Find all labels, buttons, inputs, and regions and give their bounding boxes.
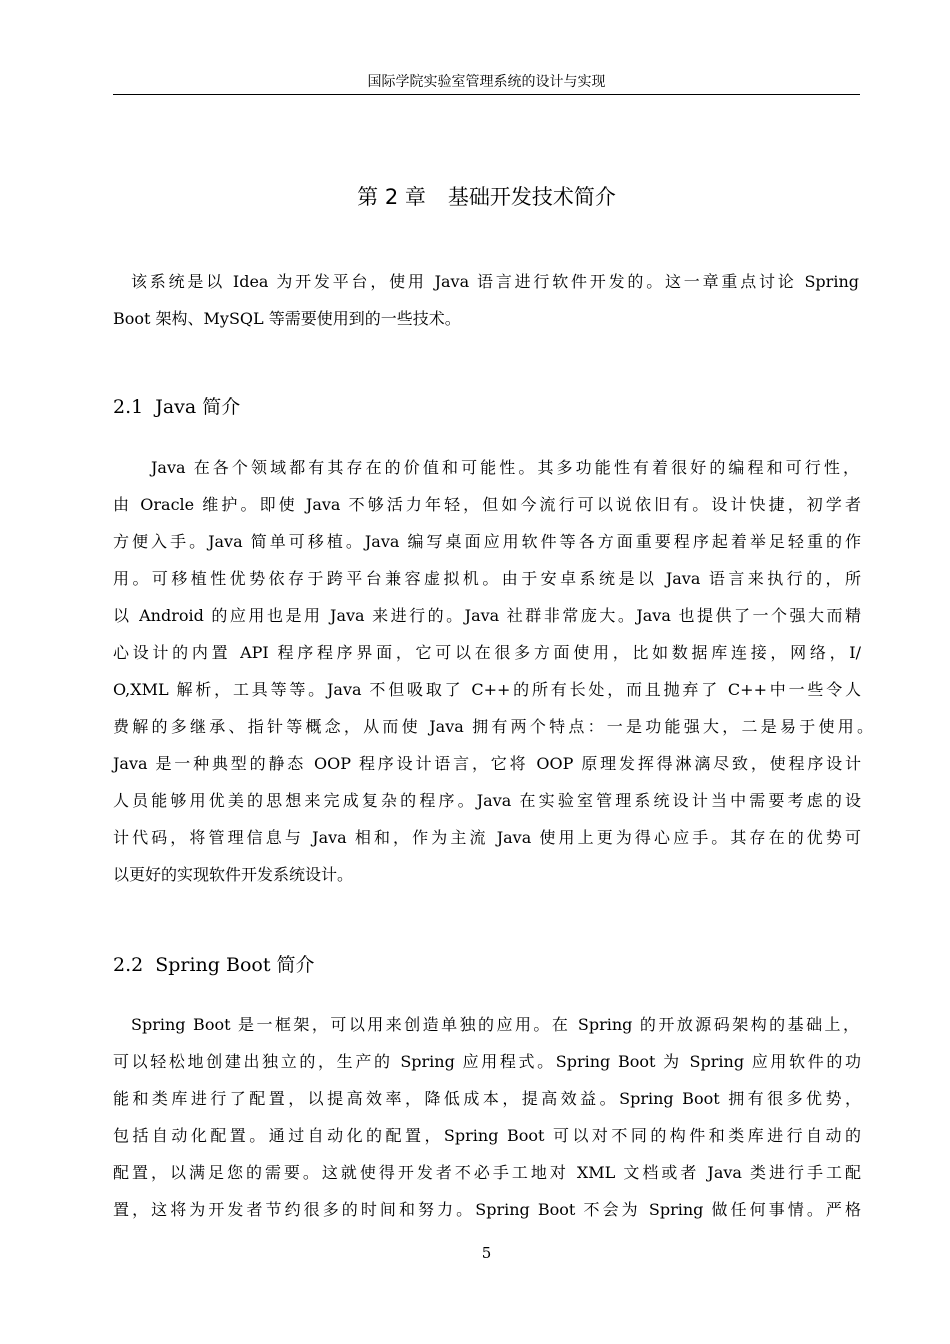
- java-line: 方便入手。Java 简单可移植。Java 编写桌面应用软件等各方面重要程序起着举足轻重的作: [113, 532, 861, 551]
- java-line: Java 是一种典型的静态 OOP 程序设计语言，它将 OOP 原理发挥得淋漓尽致，使程序设计: [113, 754, 861, 773]
- java-paragraph-first: [151, 449, 859, 486]
- intro-paragraph-cont: [113, 300, 861, 337]
- java-line: Java 在各个领域都有其存在的价值和可能性。其多功能性有着很好的编程和可行性，: [151, 458, 859, 477]
- java-line: 人员能够用优美的思想来完成复杂的程序。Java 在实验室管理系统设计当中需要考虑的设: [113, 791, 861, 810]
- java-line: 以 Android 的应用也是用 Java 来进行的。Java 社群非常庞大。Java 也提供了一个强大而精: [113, 606, 861, 625]
- java-line: 心设计的内置 API 程序程序界面，它可以在很多方面使用，比如数据库连接，网络，I/: [113, 643, 861, 662]
- java-paragraph: [113, 486, 873, 893]
- spring-line: Spring Boot 是一框架，可以用来创造单独的应用。在 Spring 的开放源码架构的基础上，: [131, 1015, 859, 1034]
- java-line: 由 Oracle 维护。即使 Java 不够活力年轻，但如今流行可以说依旧有。设计快捷，初学者: [113, 495, 861, 514]
- spring-line: 能和类库进行了配置，以提高效率，降低成本，提高效益。Spring Boot 拥有很多优势，: [113, 1089, 861, 1108]
- java-line: O,XML 解析，工具等等。Java 不但吸取了 C++的所有长处，而且抛弃了 C++中一些令人: [113, 680, 861, 699]
- intro-paragraph: [131, 263, 859, 300]
- java-line: 以更好的实现软件开发系统设计。: [113, 865, 354, 884]
- section-number: 2.1: [113, 396, 144, 418]
- header-rule: [113, 94, 860, 95]
- spring-line: 包括自动化配置。通过自动化的配置，Spring Boot 可以对不同的构件和类库进行自动的: [113, 1126, 861, 1145]
- spring-paragraph: [113, 1043, 861, 1228]
- spring-line: 配置，以满足您的需要。这就使得开发者不必手工地对 XML 文档或者 Java 类进行手工配: [113, 1163, 861, 1182]
- section-title: Java 简介: [155, 396, 241, 418]
- intro-line: Boot 架构、MySQL 等需要使用到的一些技术。: [113, 309, 461, 328]
- chapter-name: 基础开发技术简介: [447, 185, 616, 209]
- running-header: 国际学院实验室管理系统的设计与实现: [367, 74, 606, 90]
- section-heading-2-1: [113, 393, 240, 421]
- chapter-title: [113, 182, 860, 212]
- intro-line: 该系统是以 Idea 为开发平台，使用 Java 语言进行软件开发的。这一章重点讨论 Spring: [131, 272, 859, 291]
- section-heading-2-2: [113, 951, 315, 979]
- section-number: 2.2: [113, 954, 144, 976]
- section-title: Spring Boot 简介: [155, 954, 315, 976]
- spring-paragraph-first: [131, 1006, 859, 1043]
- java-line: 用。可移植性优势依存于跨平台兼容虚拟机。由于安卓系统是以 Java 语言来执行的，所: [113, 569, 861, 588]
- page-number: 5: [481, 1244, 492, 1262]
- spring-line: 置，这将为开发者节约很多的时间和努力。Spring Boot 不会为 Spring 做任何事情。严格: [113, 1200, 861, 1219]
- chapter-number: 第 2 章: [357, 185, 426, 209]
- java-line: 计代码，将管理信息与 Java 相和，作为主流 Java 使用上更为得心应手。其存在的优势可: [113, 828, 861, 847]
- java-line: 费解的多继承、指针等概念，从而使 Java 拥有两个特点：一是功能强大，二是易于使用。: [113, 717, 873, 736]
- spring-line: 可以轻松地创建出独立的，生产的 Spring 应用程式。Spring Boot 为 Spring 应用软件的功: [113, 1052, 861, 1071]
